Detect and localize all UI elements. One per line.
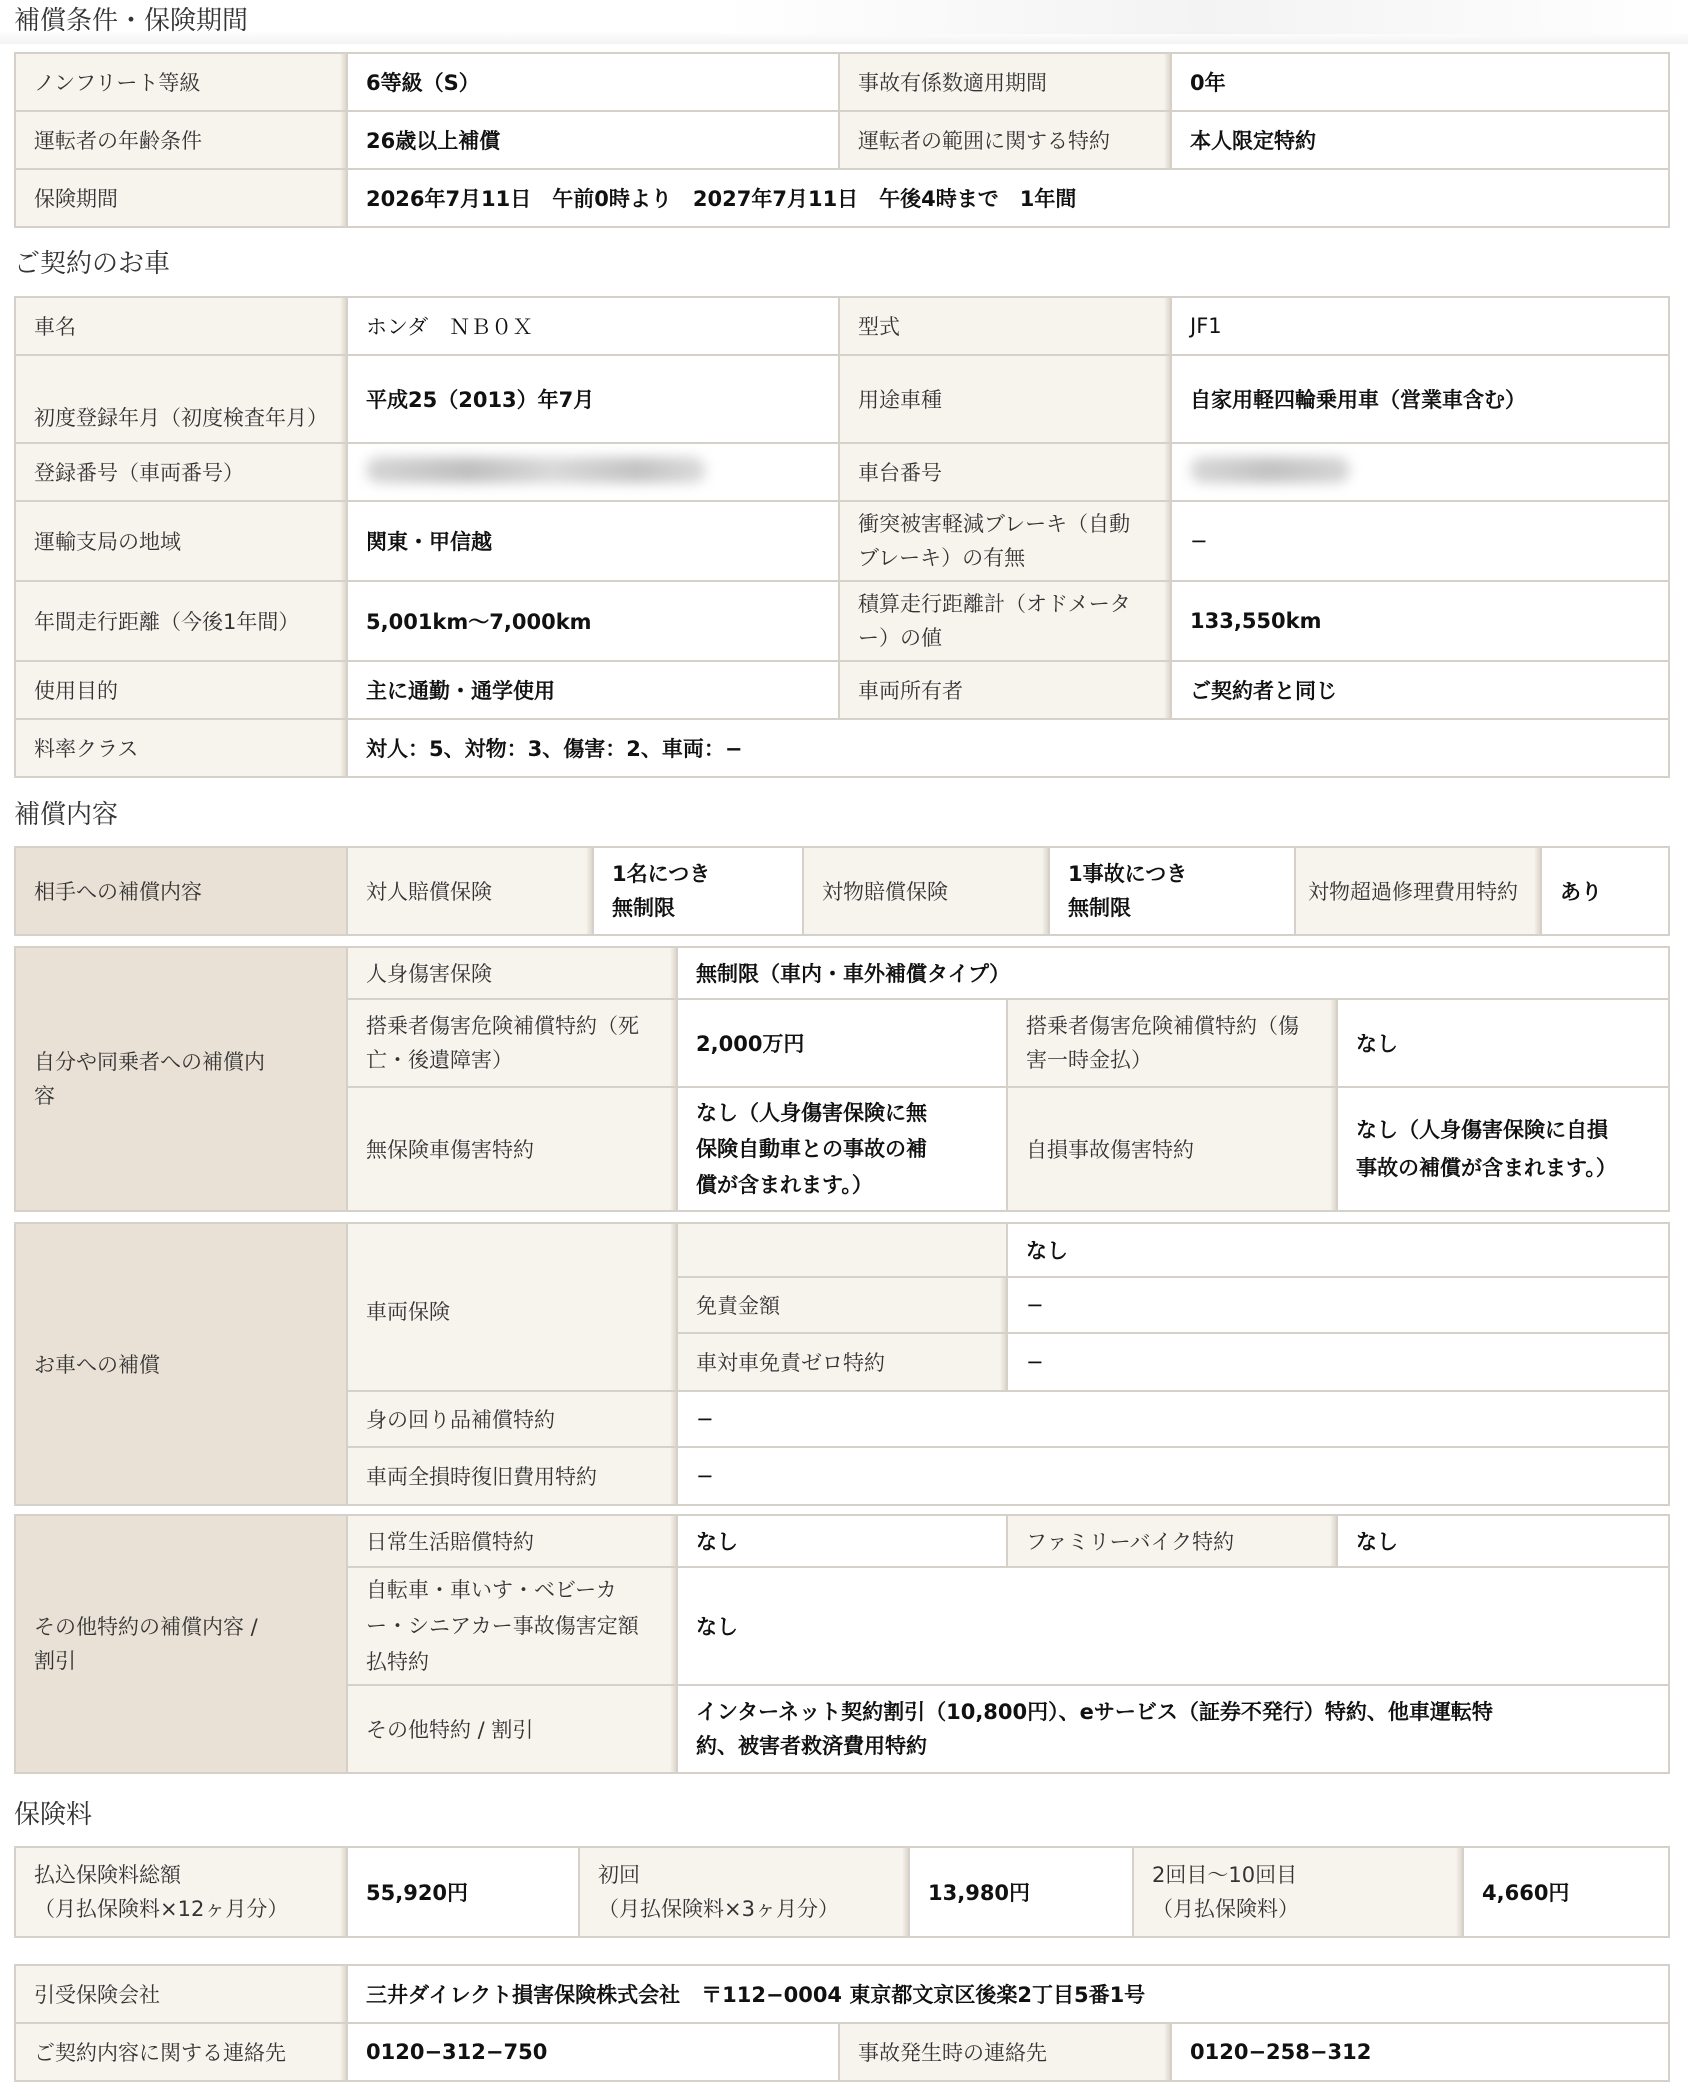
zero-label: 車対車免責ゼロ特約 xyxy=(677,1333,1007,1391)
premium-table xyxy=(14,1846,1670,1938)
bicycle-label: 自転車・車いす・ベビーカ ー・シニアカー事故傷害定額 払特約 xyxy=(347,1567,677,1685)
table-row xyxy=(15,947,1669,999)
deductible-value: − xyxy=(1007,1277,1669,1333)
company-label: 引受保険会社 xyxy=(15,1965,347,2023)
bike-value: なし xyxy=(1337,1515,1669,1567)
property-value: 1事故につき 無制限 xyxy=(1049,847,1295,935)
personal-value: 無制限（車内・車外補償タイプ） xyxy=(677,947,1669,999)
bike-label: ファミリーバイク特約 xyxy=(1007,1515,1337,1567)
passenger-lump-value: なし xyxy=(1337,999,1669,1087)
contact-value: 0120−312−750 xyxy=(347,2023,839,2081)
table-row xyxy=(15,443,1669,501)
coverage-car-category: お車への補償 xyxy=(15,1223,347,1505)
coverage-other-category: 相手への補償内容 xyxy=(15,847,347,935)
grade-value: 6等級（S） xyxy=(347,53,839,111)
redacted-reg-no xyxy=(366,457,706,483)
model-value: JF1 xyxy=(1171,297,1669,355)
reg-no-label: 登録番号（車両番号） xyxy=(15,443,347,501)
brake-value: − xyxy=(1171,501,1669,581)
deductible-label: 免責金額 xyxy=(677,1277,1007,1333)
car-name-label: 車名 xyxy=(15,297,347,355)
rate-value: 対人：5、対物：3、傷害：2、車両：− xyxy=(347,719,1669,777)
vehicle-value: なし xyxy=(1007,1223,1669,1277)
age-value: 26歳以上補償 xyxy=(347,111,839,169)
total-premium-value: 55,920円 xyxy=(347,1847,579,1937)
table-row xyxy=(15,1965,1669,2023)
table-row xyxy=(15,847,1669,935)
region-label: 運輸支局の地域 xyxy=(15,501,347,581)
vehicle-blank xyxy=(677,1223,1007,1277)
total-premium-label: 払込保険料総額 （月払保険料×12ヶ月分） xyxy=(15,1847,347,1937)
rate-label: 料率クラス xyxy=(15,719,347,777)
table-row xyxy=(15,111,1669,169)
purpose-label: 使用目的 xyxy=(15,661,347,719)
passenger-lump-label: 搭乗者傷害危険補償特約（傷 害一時金払） xyxy=(1007,999,1337,1087)
excess-label: 対物超過修理費用特約 xyxy=(1295,847,1541,935)
accident-contact-value: 0120−258−312 xyxy=(1171,2023,1669,2081)
passenger-death-label: 搭乗者傷害危険補償特約（死 亡・後遺障害） xyxy=(347,999,677,1087)
table-row xyxy=(15,501,1669,581)
section-title-coverage: 補償内容 xyxy=(14,800,119,830)
total-loss-value: − xyxy=(677,1447,1669,1505)
top-shade xyxy=(720,0,1688,34)
property-label: 対物賠償保険 xyxy=(803,847,1049,935)
age-label: 運転者の年齢条件 xyxy=(15,111,347,169)
conditions-table xyxy=(14,52,1670,228)
daily-value: なし xyxy=(677,1515,1007,1567)
section-title-premium: 保険料 xyxy=(14,1800,93,1830)
other-label: その他特約 / 割引 xyxy=(347,1685,677,1773)
daily-label: 日常生活賠償特約 xyxy=(347,1515,677,1567)
coverage-car-table xyxy=(14,1222,1670,1506)
table-row xyxy=(15,719,1669,777)
reg-no-value xyxy=(347,443,839,501)
period-label: 保険期間 xyxy=(15,169,347,227)
grade-label: ノンフリート等級 xyxy=(15,53,347,111)
zero-value: − xyxy=(1007,1333,1669,1391)
coverage-self-category: 自分や同乗者への補償内 容 xyxy=(15,947,347,1211)
table-row xyxy=(15,1515,1669,1567)
table-row xyxy=(15,661,1669,719)
table-row xyxy=(15,1847,1669,1937)
car-table xyxy=(14,296,1670,778)
period-value: 2026年7月11日 午前0時より 2027年7月11日 午後4時まで 1年間 xyxy=(347,169,1669,227)
first-premium-label: 初回 （月払保険料×3ヶ月分） xyxy=(579,1847,909,1937)
chassis-value xyxy=(1171,443,1669,501)
company-value: 三井ダイレクト損害保険株式会社 〒112−0004 東京都文京区後楽2丁目5番1号 xyxy=(347,1965,1669,2023)
excess-value: あり xyxy=(1541,847,1669,935)
section-title-conditions: 補償条件・保険期間 xyxy=(14,6,249,36)
scope-label: 運転者の範囲に関する特約 xyxy=(839,111,1171,169)
table-row xyxy=(15,169,1669,227)
annual-km-value: 5,001km〜7,000km xyxy=(347,581,839,661)
car-name-value: ホンダ ＮＢ０Ｘ xyxy=(347,297,839,355)
total-loss-label: 車両全損時復旧費用特約 xyxy=(347,1447,677,1505)
table-row xyxy=(15,355,1669,443)
table-row xyxy=(15,581,1669,661)
section-title-car: ご契約のお車 xyxy=(14,249,171,279)
uninsured-value: なし（人身傷害保険に無 保険自動車との事故の補 償が含まれます。） xyxy=(677,1087,1007,1211)
region-value: 関東・甲信越 xyxy=(347,501,839,581)
uninsured-label: 無保険車傷害特約 xyxy=(347,1087,677,1211)
owner-label: 車両所有者 xyxy=(839,661,1171,719)
first-premium-value: 13,980円 xyxy=(909,1847,1133,1937)
usage-type-label: 用途車種 xyxy=(839,355,1171,443)
usage-type-value: 自家用軽四輪乗用車（営業車含む） xyxy=(1171,355,1669,443)
later-premium-label: 2回目〜10回目 （月払保険料） xyxy=(1133,1847,1463,1937)
odometer-label: 積算走行距離計（オドメータ ー）の値 xyxy=(839,581,1171,661)
other-value: インターネット契約割引（10,800円）、eサービス（証券不発行）特約、他車運転特 約、被害者救済費用特約 xyxy=(677,1685,1669,1773)
self-accident-value: なし（人身傷害保険に自損 事故の補償が含まれます。） xyxy=(1337,1087,1669,1211)
coverage-misc-table xyxy=(14,1514,1670,1774)
chassis-label: 車台番号 xyxy=(839,443,1171,501)
coverage-self-table xyxy=(14,946,1670,1212)
contact-label: ご契約内容に関する連絡先 xyxy=(15,2023,347,2081)
insurer-table xyxy=(14,1964,1670,2082)
table-row xyxy=(15,53,1669,111)
self-accident-label: 自損事故傷害特約 xyxy=(1007,1087,1337,1211)
purpose-value: 主に通勤・通学使用 xyxy=(347,661,839,719)
table-row xyxy=(15,297,1669,355)
belongings-value: − xyxy=(677,1391,1669,1447)
vehicle-label: 車両保険 xyxy=(347,1223,677,1391)
annual-km-label: 年間走行距離（今後1年間） xyxy=(15,581,347,661)
passenger-death-value: 2,000万円 xyxy=(677,999,1007,1087)
personal-label: 人身傷害保険 xyxy=(347,947,677,999)
belongings-label: 身の回り品補償特約 xyxy=(347,1391,677,1447)
first-reg-value: 平成25（2013）年7月 xyxy=(347,355,839,443)
accident-coef-label: 事故有係数適用期間 xyxy=(839,53,1171,111)
redacted-chassis xyxy=(1190,457,1350,483)
table-row xyxy=(15,1223,1669,1277)
accident-contact-label: 事故発生時の連絡先 xyxy=(839,2023,1171,2081)
odometer-value: 133,550km xyxy=(1171,581,1669,661)
brake-label: 衝突被害軽減ブレーキ（自動 ブレーキ）の有無 xyxy=(839,501,1171,581)
accident-coef-value: 0年 xyxy=(1171,53,1669,111)
owner-value: ご契約者と同じ xyxy=(1171,661,1669,719)
later-premium-value: 4,660円 xyxy=(1463,1847,1669,1937)
table-row xyxy=(15,2023,1669,2081)
bodily-value: 1名につき 無制限 xyxy=(593,847,803,935)
scope-value: 本人限定特約 xyxy=(1171,111,1669,169)
coverage-other-table xyxy=(14,846,1670,936)
model-label: 型式 xyxy=(839,297,1171,355)
coverage-misc-category: その他特約の補償内容 / 割引 xyxy=(15,1515,347,1773)
bodily-label: 対人賠償保険 xyxy=(347,847,593,935)
bicycle-value: なし xyxy=(677,1567,1669,1685)
first-reg-label: 初度登録年月（初度検査年月） xyxy=(15,355,347,443)
